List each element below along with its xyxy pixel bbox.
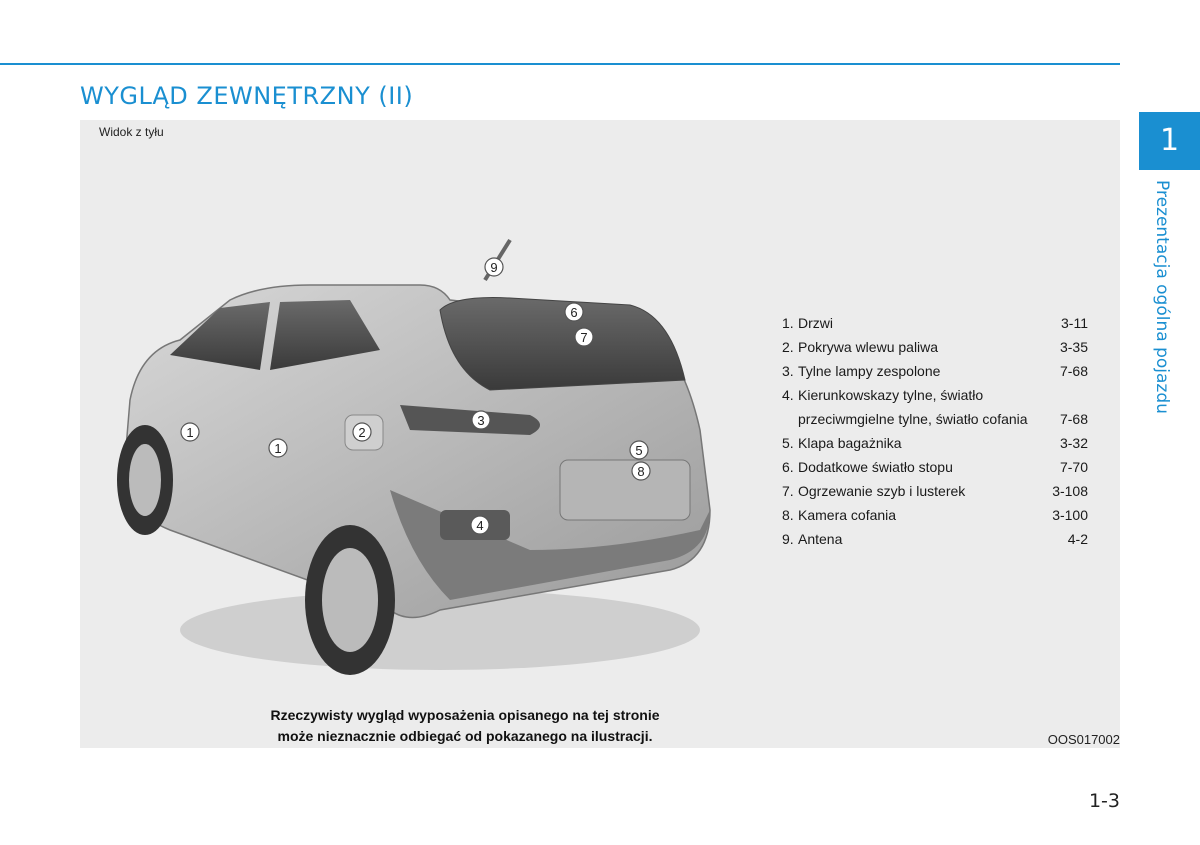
- callout-5: [630, 441, 648, 459]
- chapter-tab[interactable]: 1: [1139, 112, 1200, 170]
- rear-window: [440, 298, 685, 391]
- callout-4: [471, 516, 489, 534]
- disclaimer-line-1: Rzeczywisty wygląd wyposażenia opisanego na tej stronie: [270, 707, 660, 723]
- page-ref: 7-68: [1059, 363, 1088, 379]
- page-ref: 3-100: [1052, 507, 1088, 523]
- front-rim: [129, 444, 161, 516]
- disclaimer-line-2: może nieznacznie odbiegać od pokazanego na ilustracji.: [277, 728, 653, 744]
- page-title: WYGLĄD ZEWNĘTRZNY (II): [80, 82, 414, 110]
- page-ref: 7-68: [1059, 411, 1088, 427]
- page-ref: 3-35: [1059, 339, 1088, 355]
- list-item: 3. Tylne lampy zespolone 7-68: [782, 359, 1088, 383]
- list-item: 9. Antena 4-2: [782, 527, 1088, 551]
- svg-text:1: 1: [274, 441, 282, 456]
- callout-7: [575, 328, 593, 346]
- rear-rim: [322, 548, 378, 652]
- list-item: 7. Ogrzewanie szyb i lusterek 3-108: [782, 479, 1088, 503]
- svg-text:6: 6: [570, 305, 578, 320]
- page-number: 1-3: [1088, 790, 1120, 812]
- svg-text:9: 9: [490, 260, 498, 275]
- disclaimer: [200, 705, 730, 747]
- callout-1b: [269, 439, 287, 457]
- page-ref: 3-108: [1052, 483, 1088, 499]
- chapter-side-label: Prezentacja ogólna pojazdu: [1152, 180, 1172, 414]
- parts-list: [782, 311, 1088, 551]
- list-item: 1. Drzwi 3-11: [782, 311, 1088, 335]
- svg-text:1: 1: [186, 425, 194, 440]
- callout-3: [472, 411, 490, 429]
- svg-text:5: 5: [635, 443, 643, 458]
- top-rule: [0, 63, 1120, 65]
- view-label: Widok z tyłu: [99, 125, 164, 139]
- callout-2: [353, 423, 371, 441]
- callout-1a: [181, 423, 199, 441]
- page-ref: 7-70: [1059, 459, 1088, 475]
- list-item: 6. Dodatkowe światło stopu 7-70: [782, 455, 1088, 479]
- page-ref: 3-11: [1061, 315, 1088, 331]
- callout-8: [632, 462, 650, 480]
- callout-6: [565, 303, 583, 321]
- page-ref: 3-32: [1059, 435, 1088, 451]
- list-item: 8. Kamera cofania 3-100: [782, 503, 1088, 527]
- svg-text:8: 8: [637, 464, 645, 479]
- list-item: 5. Klapa bagażnika 3-32: [782, 431, 1088, 455]
- list-item: 2. Pokrywa wlewu paliwa 3-35: [782, 335, 1088, 359]
- svg-text:4: 4: [476, 518, 484, 533]
- figure-code: OOS017002: [1047, 732, 1120, 747]
- svg-text:7: 7: [580, 330, 588, 345]
- svg-text:3: 3: [477, 413, 485, 428]
- list-item: 4. Kierunkowskazy tylne, światło: [782, 387, 984, 403]
- car-rear-illustration: [110, 230, 730, 690]
- callout-9: [485, 258, 503, 276]
- plate-area: [560, 460, 690, 520]
- list-item-continued: przeciwmgielne tylne, światło cofania 7-68: [782, 407, 1088, 431]
- svg-text:2: 2: [358, 425, 366, 440]
- page-ref: 4-2: [1067, 531, 1088, 547]
